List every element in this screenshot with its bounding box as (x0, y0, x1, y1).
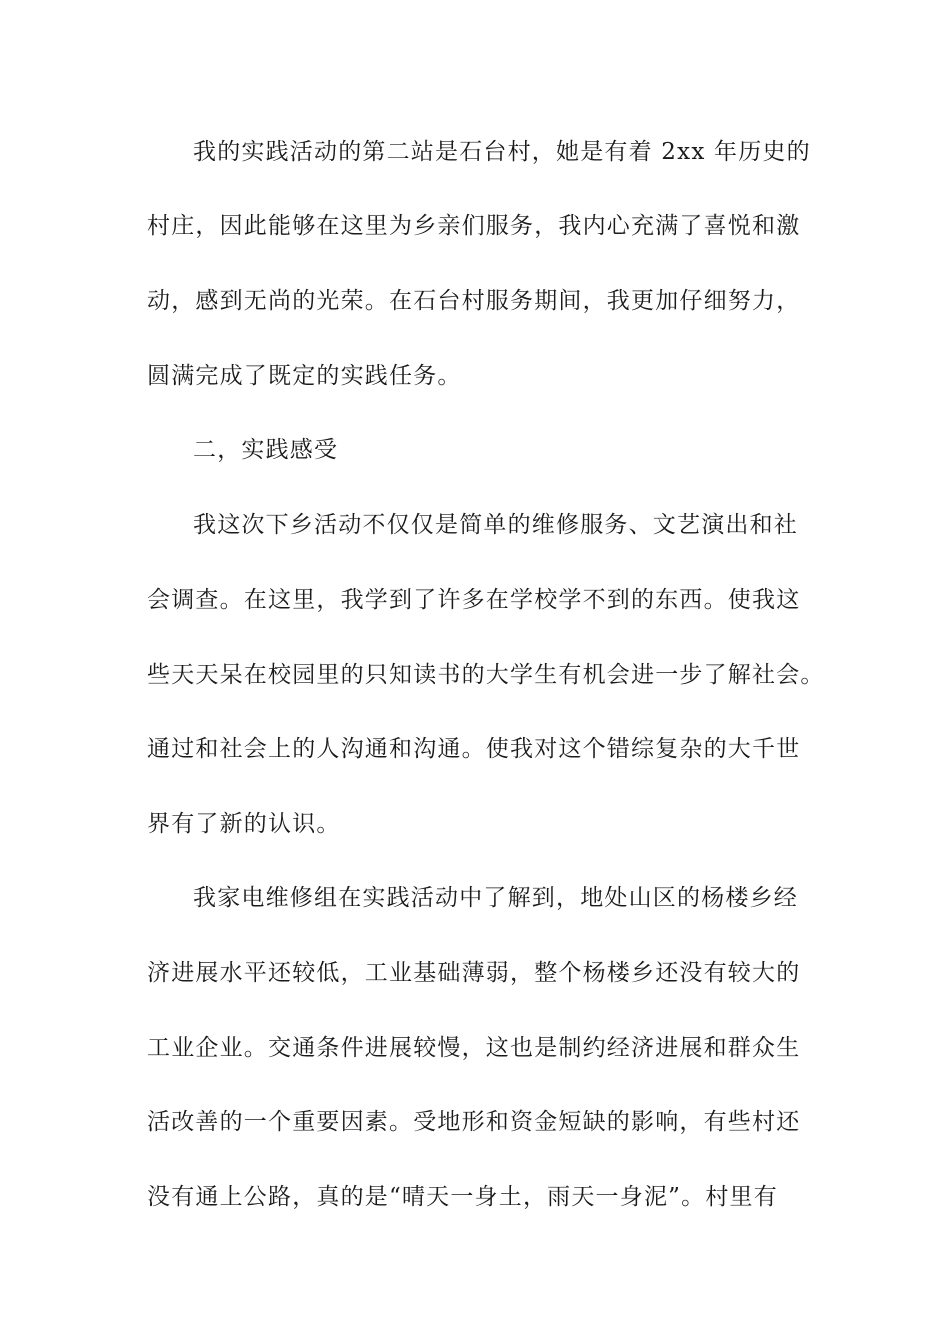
paragraph-line: 圆满完成了既定的实践任务。 (147, 363, 462, 389)
paragraph-line: 没有通上公路，真的是“晴天一身土，雨天一身泥”。村里有 (147, 1184, 778, 1210)
section-heading: 二，实践感受 (193, 437, 339, 463)
paragraph-line: 会调查。在这里，我学到了许多在学校学不到的东西。使我这 (147, 587, 801, 613)
paragraph-line: 动，感到无尚的光荣。在石台村服务期间，我更加仔细努力， (147, 288, 801, 314)
paragraph-line: 工业企业。交通条件进展较慢，这也是制约经济进展和群众生 (147, 1035, 801, 1061)
paragraph-line: 我的实践活动的第二站是石台村，她是有着 2xx 年历史的 (193, 139, 811, 165)
paragraph-line: 界有了新的认识。 (147, 811, 341, 837)
paragraph-line: 济进展水平还较低，工业基础薄弱，整个杨楼乡还没有较大的 (147, 960, 801, 986)
paragraph-line: 我这次下乡活动不仅仅是简单的维修服务、文艺演出和社 (193, 512, 798, 538)
paragraph-line: 村庄，因此能够在这里为乡亲们服务，我内心充满了喜悦和激 (147, 213, 801, 239)
paragraph-line: 通过和社会上的人沟通和沟通。使我对这个错综复杂的大千世 (147, 736, 801, 762)
paragraph-line: 活改善的一个重要因素。受地形和资金短缺的影响，有些村还 (147, 1109, 801, 1135)
paragraph-line: 些天天呆在校园里的只知读书的大学生有机会进一步了解社会。 (147, 662, 825, 688)
paragraph-line: 我家电维修组在实践活动中了解到，地处山区的杨楼乡经 (193, 885, 798, 911)
